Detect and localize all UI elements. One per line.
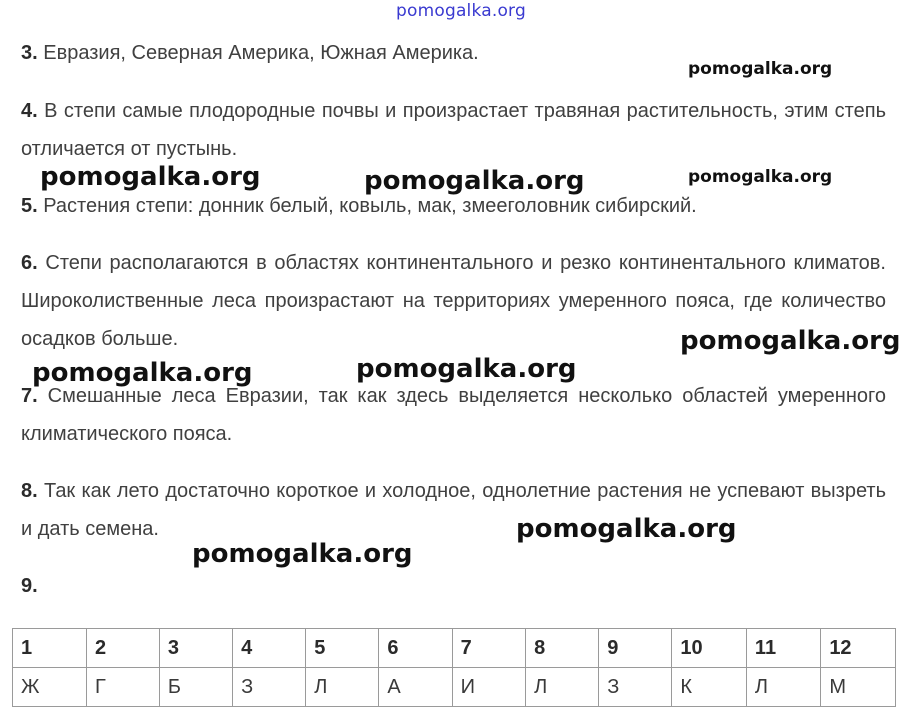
table-header-row [13,629,896,668]
answer-text: Смешанные леса Евразии, так как здесь выделяется несколько областей умеренного климатического пояса. [21,385,886,445]
table-cell: Г [87,668,160,707]
answer-text: Степи располагаются в областях континентального и резко континентального климатов. Широколиственные леса произрастают на территориях умеренного пояса, где количество осадков больше. [21,252,886,350]
table-cell: И [452,668,525,707]
table-cell: 1 [13,629,87,668]
table-cell: Л [746,668,820,707]
watermark: pomogalka.org [680,326,901,356]
table-cell: 11 [746,629,820,668]
answer-7 [21,377,886,453]
table-cell: М [821,668,896,707]
table-cell: Ж [13,668,87,707]
answer-number: 9. [21,575,38,597]
answer-number: 3. [21,42,38,64]
watermark: pomogalka.org [32,358,253,388]
table-cell: 9 [599,629,672,668]
table-cell: К [672,668,747,707]
watermark: pomogalka.org [688,59,833,79]
table-cell: З [233,668,306,707]
table-cell: 2 [87,629,160,668]
answer-number: 5. [21,195,38,217]
answer-9 [21,567,886,605]
table-cell: 12 [821,629,896,668]
table-cell: 7 [452,629,525,668]
answer-number: 6. [21,252,38,274]
answer-text: Так как лето достаточно короткое и холодное, однолетние растения не успевают вызреть и дать семена. [21,480,886,540]
table-cell: 8 [526,629,599,668]
watermark: pomogalka.org [688,167,833,187]
table-cell: 5 [306,629,379,668]
answer-8 [21,472,886,548]
answer-number: 4. [21,100,38,122]
answer-text: Растения степи: донник белый, ковыль, мак, змееголовник сибирский. [37,195,697,217]
table-cell: 10 [672,629,747,668]
answer-number: 7. [21,385,38,407]
watermark: pomogalka.org [192,539,413,569]
watermark: pomogalka.org [364,166,585,196]
table-cell: Л [526,668,599,707]
table-cell: З [599,668,672,707]
watermark: pomogalka.org [356,354,577,384]
table-cell: Л [306,668,379,707]
table-cell: 3 [159,629,232,668]
answer-text: В степи самые плодородные почвы и произрастает травяная растительность, этим степь отличается от пустынь. [21,100,886,160]
table-cell: Б [159,668,232,707]
answer-number: 8. [21,480,38,502]
watermark: pomogalka.org [516,514,737,544]
table-cell: 4 [233,629,306,668]
answer-table [12,628,896,707]
table-row [13,668,896,707]
watermark-top: pomogalka.org [396,1,526,21]
table-cell: А [379,668,452,707]
answer-text: Евразия, Северная Америка, Южная Америка. [37,42,479,64]
watermark: pomogalka.org [40,162,261,192]
table-cell: 6 [379,629,452,668]
answer-4 [21,92,886,168]
